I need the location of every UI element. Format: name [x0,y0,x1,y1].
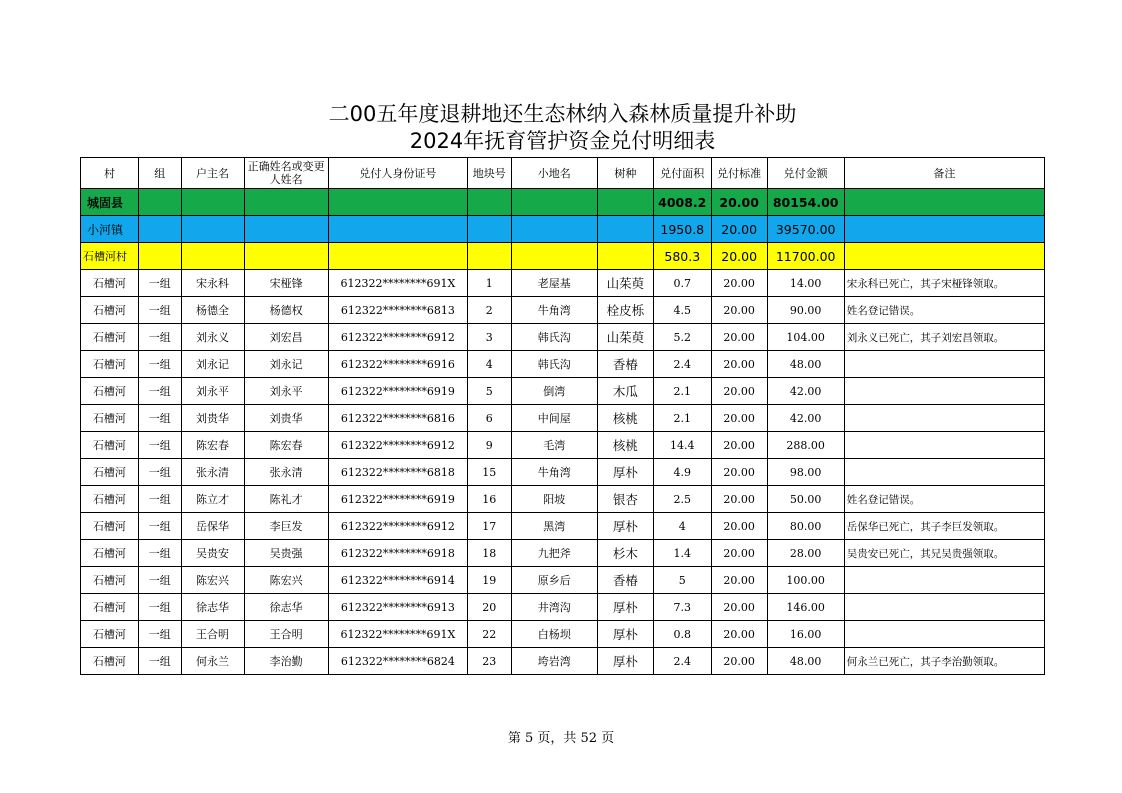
cell-plot-no: 2 [467,297,511,324]
cell-standard: 20.00 [711,270,767,297]
table-row [81,405,1045,432]
cell-corrected-name: 刘贵华 [244,405,328,432]
cell-remark: 姓名登记错误。 [844,486,1044,513]
cell-corrected-name: 张永清 [244,459,328,486]
cell-standard: 20.00 [711,459,767,486]
cell-householder: 徐志华 [181,594,244,621]
cell-id-no: 612322********691X [328,621,467,648]
cell-area: 2.4 [653,648,711,675]
cell-place: 倒湾 [511,378,597,405]
table-row [81,459,1045,486]
cell-householder: 陈立才 [181,486,244,513]
cell-place: 韩氏沟 [511,324,597,351]
col-header-remark: 备注 [844,158,1044,189]
cell-householder: 何永兰 [181,648,244,675]
cell-householder: 刘贵华 [181,405,244,432]
cell-species: 厚朴 [597,513,653,540]
cell-standard: 20.00 [711,324,767,351]
cell-id-no: 612322********691X [328,270,467,297]
summary-county-standard: 20.00 [711,189,767,216]
cell-place: 老屋基 [511,270,597,297]
cell-corrected-name: 宋桠锋 [244,270,328,297]
cell-householder: 刘永记 [181,351,244,378]
cell-amount: 48.00 [767,648,844,675]
col-header-householder: 户主名 [181,158,244,189]
cell-householder: 陈宏春 [181,432,244,459]
cell-id-no: 612322********6913 [328,594,467,621]
cell-plot-no: 15 [467,459,511,486]
cell-remark [844,432,1044,459]
cell-group: 一组 [138,648,181,675]
cell-amount: 98.00 [767,459,844,486]
cell-standard: 20.00 [711,648,767,675]
cell-standard: 20.00 [711,513,767,540]
cell-species: 香椿 [597,567,653,594]
summary-row-village [81,243,1045,270]
cell-village: 石槽河 [81,270,139,297]
cell-standard: 20.00 [711,351,767,378]
cell-corrected-name: 王合明 [244,621,328,648]
cell-remark [844,459,1044,486]
col-header-id-no: 兑付人身份证号 [328,158,467,189]
cell-village: 石槽河 [81,405,139,432]
cell-remark [844,621,1044,648]
page-footer: 第 5 页，共 52 页 [507,731,615,746]
summary-county-name: 城固县 [81,189,139,216]
cell-species: 栓皮栎 [597,297,653,324]
cell-village: 石槽河 [81,567,139,594]
cell-place: 井湾沟 [511,594,597,621]
cell-place: 九把斧 [511,540,597,567]
cell-standard: 20.00 [711,486,767,513]
document-title-line1: 二00五年度退耕地还生态林纳入森林质量提升补助 [328,102,797,126]
cell-remark: 吴贵安已死亡，其兄吴贵强领取。 [844,540,1044,567]
cell-householder: 陈宏兴 [181,567,244,594]
cell-area: 2.4 [653,351,711,378]
cell-plot-no: 23 [467,648,511,675]
cell-group: 一组 [138,297,181,324]
cell-corrected-name: 陈礼才 [244,486,328,513]
cell-amount: 80.00 [767,513,844,540]
cell-id-no: 612322********6914 [328,567,467,594]
cell-village: 石槽河 [81,486,139,513]
cell-area: 5.2 [653,324,711,351]
cell-standard: 20.00 [711,432,767,459]
cell-plot-no: 18 [467,540,511,567]
cell-corrected-name: 刘永平 [244,378,328,405]
table-row [81,378,1045,405]
cell-amount: 14.00 [767,270,844,297]
cell-remark [844,405,1044,432]
cell-village: 石槽河 [81,378,139,405]
cell-corrected-name: 陈宏春 [244,432,328,459]
table-row [81,351,1045,378]
cell-species: 厚朴 [597,648,653,675]
cell-id-no: 612322********6912 [328,432,467,459]
cell-place: 黑湾 [511,513,597,540]
cell-group: 一组 [138,540,181,567]
cell-id-no: 612322********6818 [328,459,467,486]
cell-plot-no: 6 [467,405,511,432]
cell-remark [844,594,1044,621]
cell-group: 一组 [138,405,181,432]
cell-species: 山茱萸 [597,324,653,351]
cell-place: 牛角湾 [511,297,597,324]
cell-group: 一组 [138,378,181,405]
cell-remark: 岳保华已死亡，其子李巨发领取。 [844,513,1044,540]
cell-remark [844,567,1044,594]
cell-group: 一组 [138,594,181,621]
cell-area: 2.1 [653,378,711,405]
cell-village: 石槽河 [81,540,139,567]
cell-corrected-name: 陈宏兴 [244,567,328,594]
table-row [81,567,1045,594]
cell-area: 2.5 [653,486,711,513]
summary-row-county [81,189,1045,216]
col-header-place: 小地名 [511,158,597,189]
cell-group: 一组 [138,486,181,513]
cell-village: 石槽河 [81,351,139,378]
cell-village: 石槽河 [81,297,139,324]
cell-area: 5 [653,567,711,594]
cell-place: 毛湾 [511,432,597,459]
cell-village: 石槽河 [81,594,139,621]
cell-amount: 16.00 [767,621,844,648]
summary-county-amount: 80154.00 [767,189,844,216]
cell-plot-no: 16 [467,486,511,513]
table-row [81,324,1045,351]
table-row [81,297,1045,324]
summary-village-area: 580.3 [653,243,711,270]
cell-village: 石槽河 [81,621,139,648]
cell-householder: 宋永科 [181,270,244,297]
cell-group: 一组 [138,459,181,486]
cell-householder: 岳保华 [181,513,244,540]
cell-species: 厚朴 [597,621,653,648]
cell-village: 石槽河 [81,459,139,486]
table-row [81,594,1045,621]
cell-village: 石槽河 [81,324,139,351]
cell-householder: 刘永平 [181,378,244,405]
cell-householder: 刘永义 [181,324,244,351]
cell-plot-no: 17 [467,513,511,540]
cell-id-no: 612322********6824 [328,648,467,675]
cell-area: 4.9 [653,459,711,486]
cell-group: 一组 [138,351,181,378]
col-header-area: 兑付面积 [653,158,711,189]
cell-id-no: 612322********6918 [328,540,467,567]
col-header-village: 村 [81,158,139,189]
summary-row-town [81,216,1045,243]
cell-remark: 宋永科已死亡，其子宋桠锋领取。 [844,270,1044,297]
cell-plot-no: 22 [467,621,511,648]
payment-detail-table [80,157,1045,675]
cell-corrected-name: 杨德权 [244,297,328,324]
cell-area: 2.1 [653,405,711,432]
summary-village-amount: 11700.00 [767,243,844,270]
cell-standard: 20.00 [711,378,767,405]
cell-species: 厚朴 [597,459,653,486]
cell-remark: 何永兰已死亡，其子李治勤领取。 [844,648,1044,675]
cell-area: 14.4 [653,432,711,459]
cell-standard: 20.00 [711,297,767,324]
table-row [81,270,1045,297]
table-row [81,621,1045,648]
cell-species: 山茱萸 [597,270,653,297]
cell-place: 韩氏沟 [511,351,597,378]
cell-amount: 28.00 [767,540,844,567]
cell-id-no: 612322********6912 [328,513,467,540]
table-row [81,432,1045,459]
cell-species: 杉木 [597,540,653,567]
col-header-corrected-name: 正确姓名或变更人姓名 [244,158,328,189]
cell-amount: 146.00 [767,594,844,621]
col-header-plot-no: 地块号 [467,158,511,189]
cell-area: 7.3 [653,594,711,621]
cell-standard: 20.00 [711,567,767,594]
cell-remark: 刘永义已死亡，其子刘宏昌领取。 [844,324,1044,351]
cell-standard: 20.00 [711,540,767,567]
cell-area: 0.8 [653,621,711,648]
cell-place: 中间屋 [511,405,597,432]
summary-town-standard: 20.00 [711,216,767,243]
cell-species: 核桃 [597,432,653,459]
col-header-amount: 兑付金额 [767,158,844,189]
cell-householder: 张永清 [181,459,244,486]
cell-village: 石槽河 [81,432,139,459]
table-row [81,648,1045,675]
cell-species: 香椿 [597,351,653,378]
cell-id-no: 612322********6912 [328,324,467,351]
cell-amount: 100.00 [767,567,844,594]
table-row [81,540,1045,567]
cell-group: 一组 [138,432,181,459]
cell-place: 原乡后 [511,567,597,594]
cell-place: 阳坡 [511,486,597,513]
cell-amount: 42.00 [767,378,844,405]
cell-group: 一组 [138,270,181,297]
cell-species: 核桃 [597,405,653,432]
cell-village: 石槽河 [81,648,139,675]
header-row [81,158,1045,189]
cell-corrected-name: 徐志华 [244,594,328,621]
cell-village: 石槽河 [81,513,139,540]
summary-county-area: 4008.2 [653,189,711,216]
cell-area: 4.5 [653,297,711,324]
cell-species: 木瓜 [597,378,653,405]
cell-species: 厚朴 [597,594,653,621]
cell-corrected-name: 李治勤 [244,648,328,675]
cell-area: 4 [653,513,711,540]
cell-group: 一组 [138,621,181,648]
cell-group: 一组 [138,324,181,351]
table-row [81,486,1045,513]
cell-corrected-name: 刘永记 [244,351,328,378]
cell-plot-no: 3 [467,324,511,351]
cell-plot-no: 5 [467,378,511,405]
table-row [81,513,1045,540]
cell-place: 牛角湾 [511,459,597,486]
cell-id-no: 612322********6816 [328,405,467,432]
cell-id-no: 612322********6919 [328,378,467,405]
summary-town-name: 小河镇 [81,216,139,243]
cell-plot-no: 19 [467,567,511,594]
cell-id-no: 612322********6919 [328,486,467,513]
col-header-group: 组 [138,158,181,189]
cell-amount: 48.00 [767,351,844,378]
cell-amount: 42.00 [767,405,844,432]
cell-place: 白杨坝 [511,621,597,648]
summary-village-name: 石槽河村 [81,243,139,270]
cell-remark [844,351,1044,378]
cell-corrected-name: 吴贵强 [244,540,328,567]
cell-area: 0.7 [653,270,711,297]
cell-plot-no: 1 [467,270,511,297]
summary-town-amount: 39570.00 [767,216,844,243]
cell-corrected-name: 刘宏昌 [244,324,328,351]
document-title-line2: 2024年抚育管护资金兑付明细表 [409,129,716,153]
cell-amount: 288.00 [767,432,844,459]
cell-standard: 20.00 [711,621,767,648]
cell-householder: 杨德全 [181,297,244,324]
cell-id-no: 612322********6916 [328,351,467,378]
cell-area: 1.4 [653,540,711,567]
cell-id-no: 612322********6813 [328,297,467,324]
cell-householder: 王合明 [181,621,244,648]
cell-corrected-name: 李巨发 [244,513,328,540]
cell-remark: 姓名登记错误。 [844,297,1044,324]
cell-place: 垮岩湾 [511,648,597,675]
cell-plot-no: 20 [467,594,511,621]
col-header-standard: 兑付标准 [711,158,767,189]
cell-amount: 50.00 [767,486,844,513]
col-header-species: 树种 [597,158,653,189]
cell-group: 一组 [138,513,181,540]
cell-standard: 20.00 [711,594,767,621]
cell-plot-no: 4 [467,351,511,378]
cell-remark [844,378,1044,405]
summary-town-area: 1950.8 [653,216,711,243]
cell-group: 一组 [138,567,181,594]
summary-village-standard: 20.00 [711,243,767,270]
cell-amount: 90.00 [767,297,844,324]
cell-amount: 104.00 [767,324,844,351]
cell-species: 银杏 [597,486,653,513]
cell-plot-no: 9 [467,432,511,459]
cell-householder: 吴贵安 [181,540,244,567]
cell-standard: 20.00 [711,405,767,432]
